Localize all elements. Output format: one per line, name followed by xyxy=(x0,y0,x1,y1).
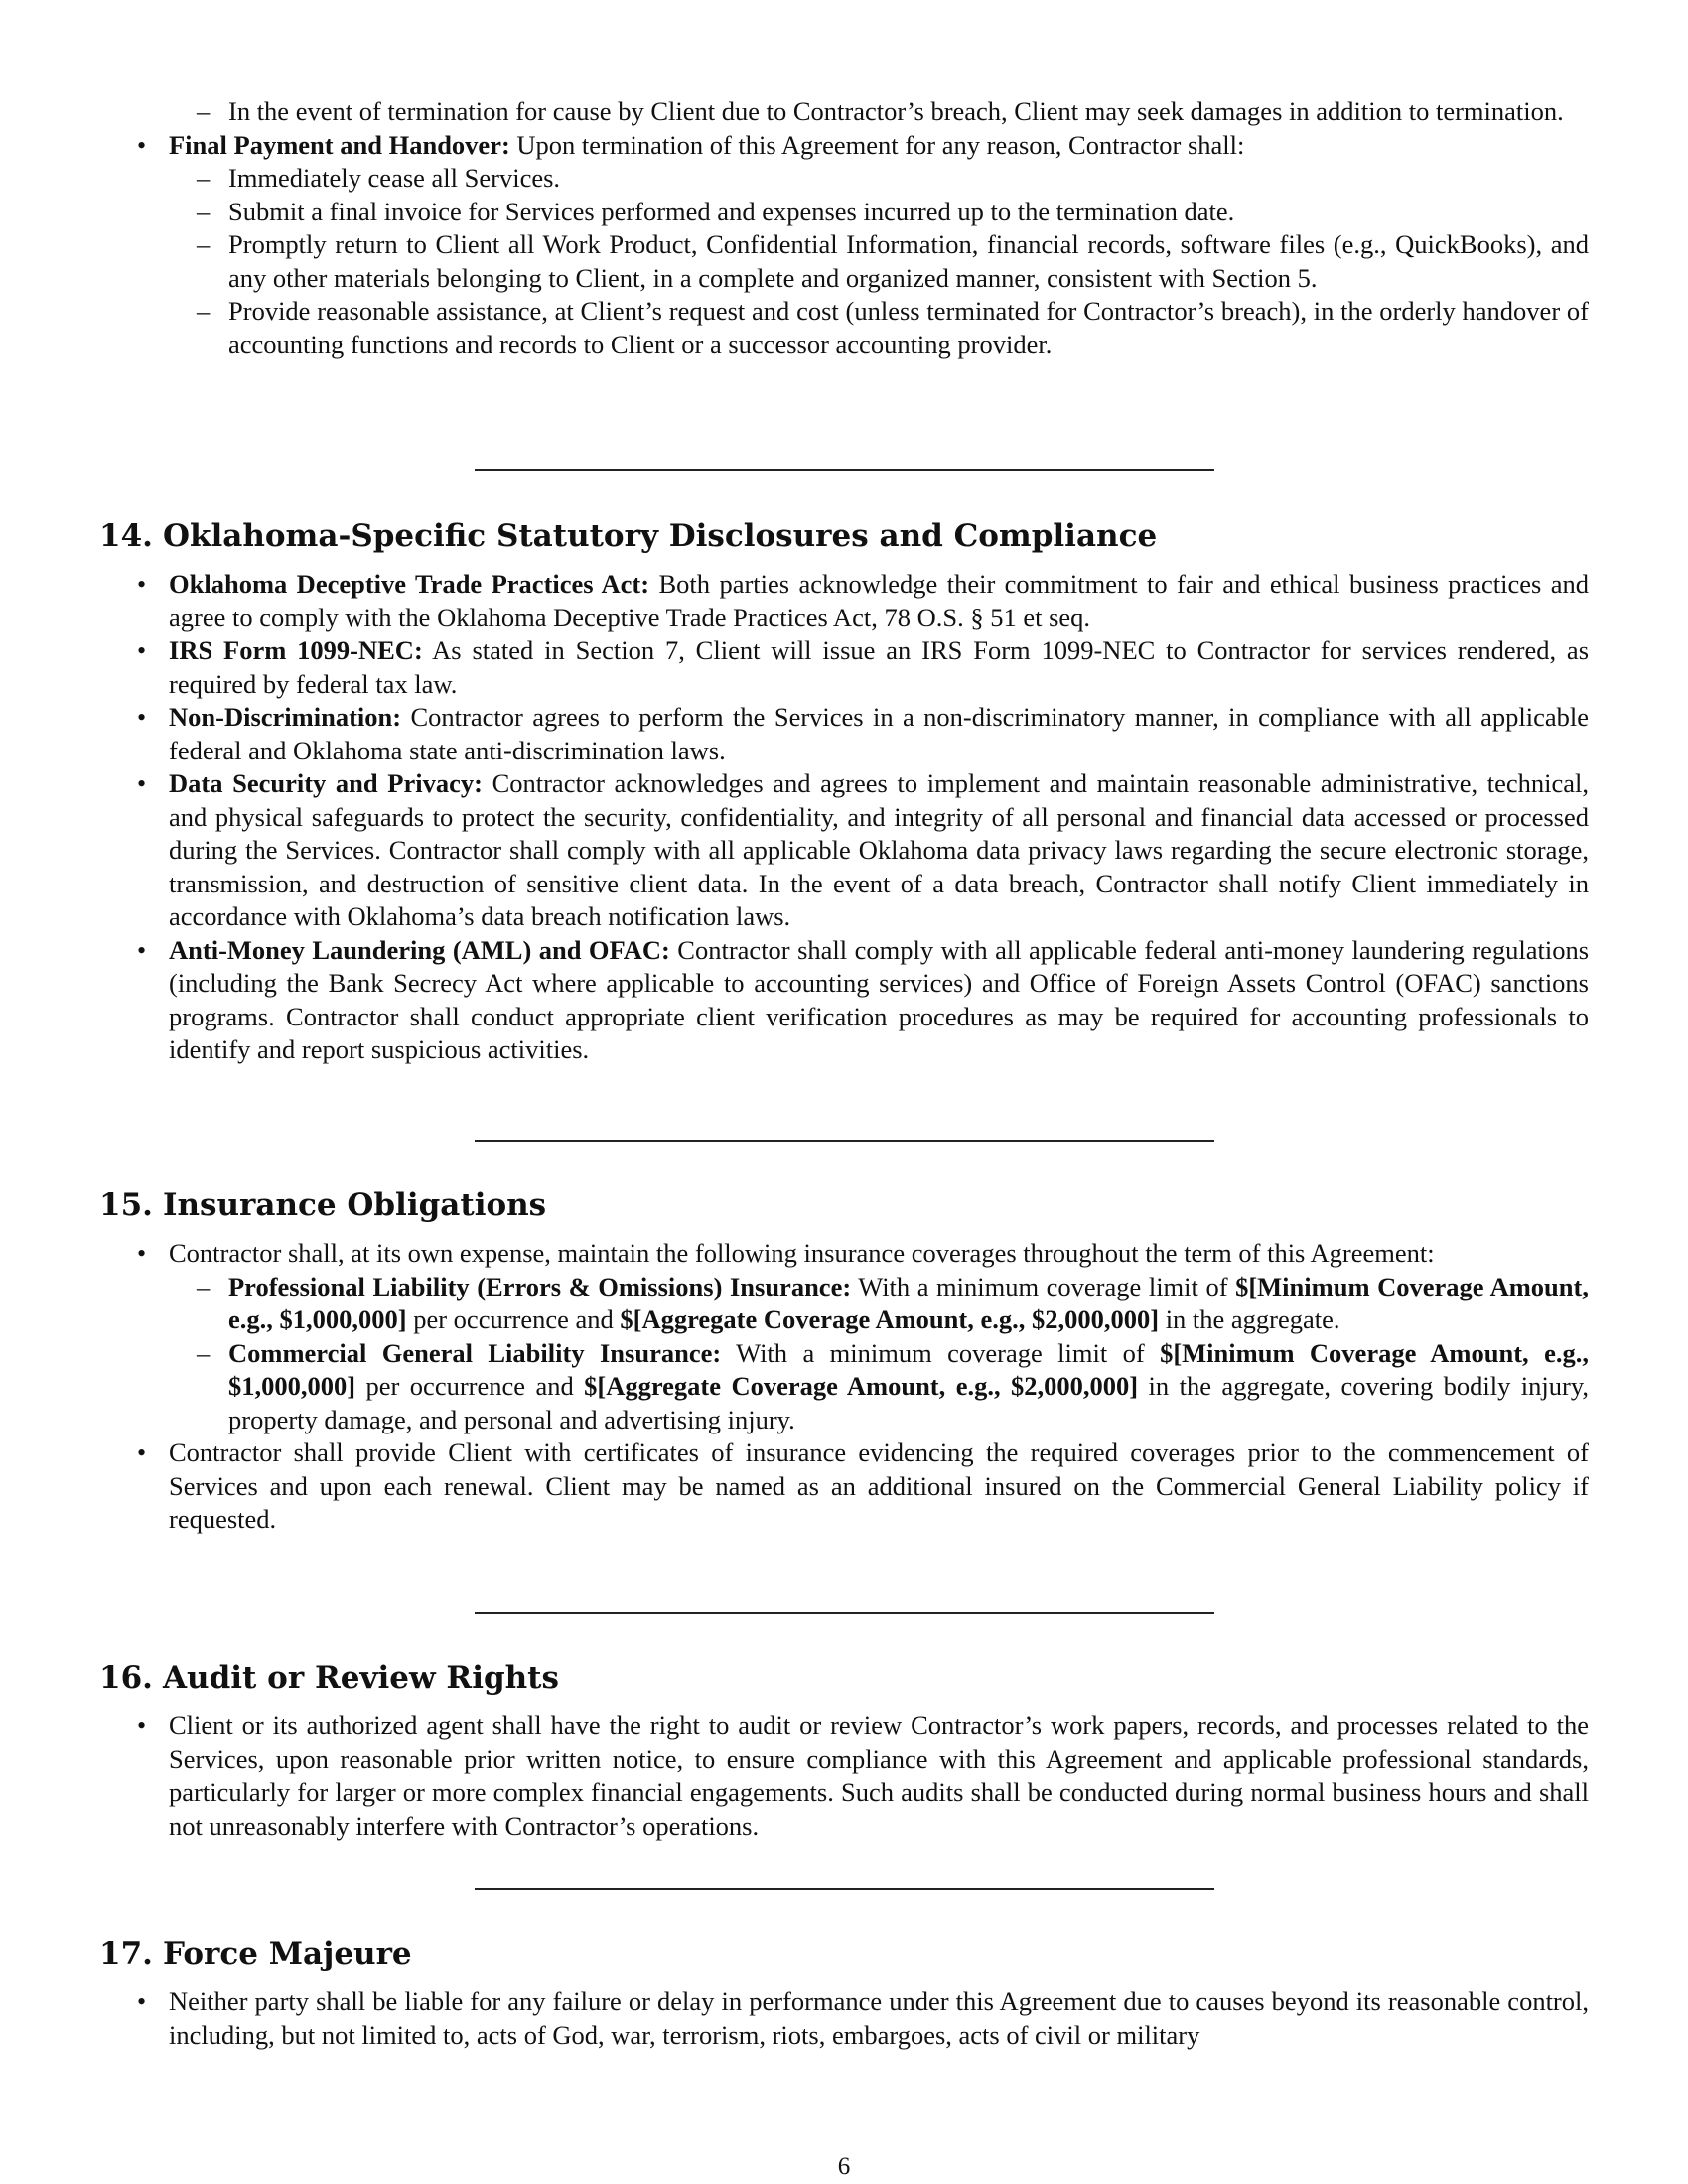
section-14 xyxy=(99,516,1589,1067)
section-divider xyxy=(475,1140,1214,1142)
disclosure-item: • IRS Form 1099-NEC: As stated in Section 7, Client will issue an IRS Form 1099-NEC to Contractor for services rendered, as required by federal tax law. xyxy=(99,634,1589,701)
insurance-intro-item: • Contractor shall, at its own expense, maintain the following insurance coverages throughout the term of this Agreement: xyxy=(99,1237,1589,1271)
final-payment-sub-item: – Provide reasonable assistance, at Client’s request and cost (unless terminated for Contractor’s breach), in the orderly handover of accounting functions and records to Client or a successor accounting provider. xyxy=(99,295,1589,361)
force-majeure-item: • Neither party shall be liable for any failure or delay in performance under this Agreement due to causes beyond its reasonable control, including, but not limited to, acts of God, war, terrorism, riots, embargoes, acts of civil or military xyxy=(99,1985,1589,2052)
termination-damages-item: – In the event of termination for cause by Client due to Contractor’s breach, Client may seek damages in addition to termination. xyxy=(99,95,1589,129)
professional-liability-item: – Professional Liability (Errors & Omissions) Insurance: With a minimum coverage limit of $[Minimum Coverage Amount, e.g., $1,000,000] per occurrence and $[Aggregate Coverage Amount, e.g., $2,000,000] in the aggregate. xyxy=(99,1271,1589,1337)
final-payment-sub-item: – Submit a final invoice for Services performed and expenses incurred up to the termination date. xyxy=(99,196,1589,229)
page-number: 6 xyxy=(837,2153,851,2180)
audit-rights-item: • Client or its authorized agent shall have the right to audit or review Contractor’s work papers, records, and processes related to the Services, upon reasonable prior written notice, to ensure compliance with this Agreement and applicable professional standards, particularly for larger or more complex financial engagements. Such audits shall be conducted during normal business hours and shall not unreasonably interfere with Contractor’s operations. xyxy=(99,1709,1589,1843)
section-divider xyxy=(475,1612,1214,1614)
section-heading: 17. Force Majeure xyxy=(99,1936,412,1972)
section-divider xyxy=(475,1888,1214,1890)
section-16 xyxy=(99,1658,1589,1843)
disclosure-item: • Oklahoma Deceptive Trade Practices Act: Both parties acknowledge their commitment to fair and ethical business practices and agree to comply with the Oklahoma Deceptive Trade Practices Act, 78 O.S. § 51 et seq. xyxy=(99,568,1589,634)
section-heading: 14. Oklahoma-Specific Statutory Disclosures and Compliance xyxy=(99,518,1158,554)
section-heading: 16. Audit or Review Rights xyxy=(99,1660,559,1696)
general-liability-item: – Commercial General Liability Insurance: With a minimum coverage limit of $[Minimum Coverage Amount, e.g., $1,000,000] per occurrence and $[Aggregate Coverage Amount, e.g., $2,000,000] in the aggregate, covering bodily injury, property damage, and personal and advertising injury. xyxy=(99,1337,1589,1437)
section-divider xyxy=(475,469,1214,471)
disclosure-item: • Non-Discrimination: Contractor agrees to perform the Services in a non-discriminatory manner, in compliance with all applicable federal and Oklahoma state anti-discrimination laws. xyxy=(99,701,1589,767)
disclosure-item: • Data Security and Privacy: Contractor acknowledges and agrees to implement and maintain reasonable administrative, technical, and physical safeguards to protect the security, confidentiality, and integrity of all personal and financial data accessed or processed during the Services. Contractor shall comply with all applicable Oklahoma data privacy laws regarding the secure electronic storage, transmission, and destruction of sensitive client data. In the event of a data breach, Contractor shall notify Client immediately in accordance with Oklahoma’s data breach notification laws. xyxy=(99,767,1589,934)
final-payment-item: • Final Payment and Handover: Upon termination of this Agreement for any reason, Contractor shall: xyxy=(99,129,1589,163)
final-payment-sub-item: – Immediately cease all Services. xyxy=(99,162,1589,196)
insurance-certificates-item: • Contractor shall provide Client with certificates of insurance evidencing the required coverages prior to the commencement of Services and upon each renewal. Client may be named as an additional insured on the Commercial General Liability policy if requested. xyxy=(99,1436,1589,1537)
final-payment-sub-item: – Promptly return to Client all Work Product, Confidential Information, financial records, software files (e.g., QuickBooks), and any other materials belonging to Client, in a complete and organized manner, consistent with Section 5. xyxy=(99,228,1589,295)
section-17 xyxy=(99,1934,1589,2052)
section-15 xyxy=(99,1185,1589,1537)
section-heading: 15. Insurance Obligations xyxy=(99,1187,547,1223)
disclosure-item: • Anti-Money Laundering (AML) and OFAC: Contractor shall comply with all applicable federal anti-money laundering regulations (including the Bank Secrecy Act where applicable to accounting services) and Office of Foreign Assets Control (OFAC) sanctions programs. Contractor shall conduct appropriate client verification procedures as may be required for accounting professionals to identify and report suspicious activities. xyxy=(99,934,1589,1067)
termination-continuation xyxy=(99,95,1589,361)
